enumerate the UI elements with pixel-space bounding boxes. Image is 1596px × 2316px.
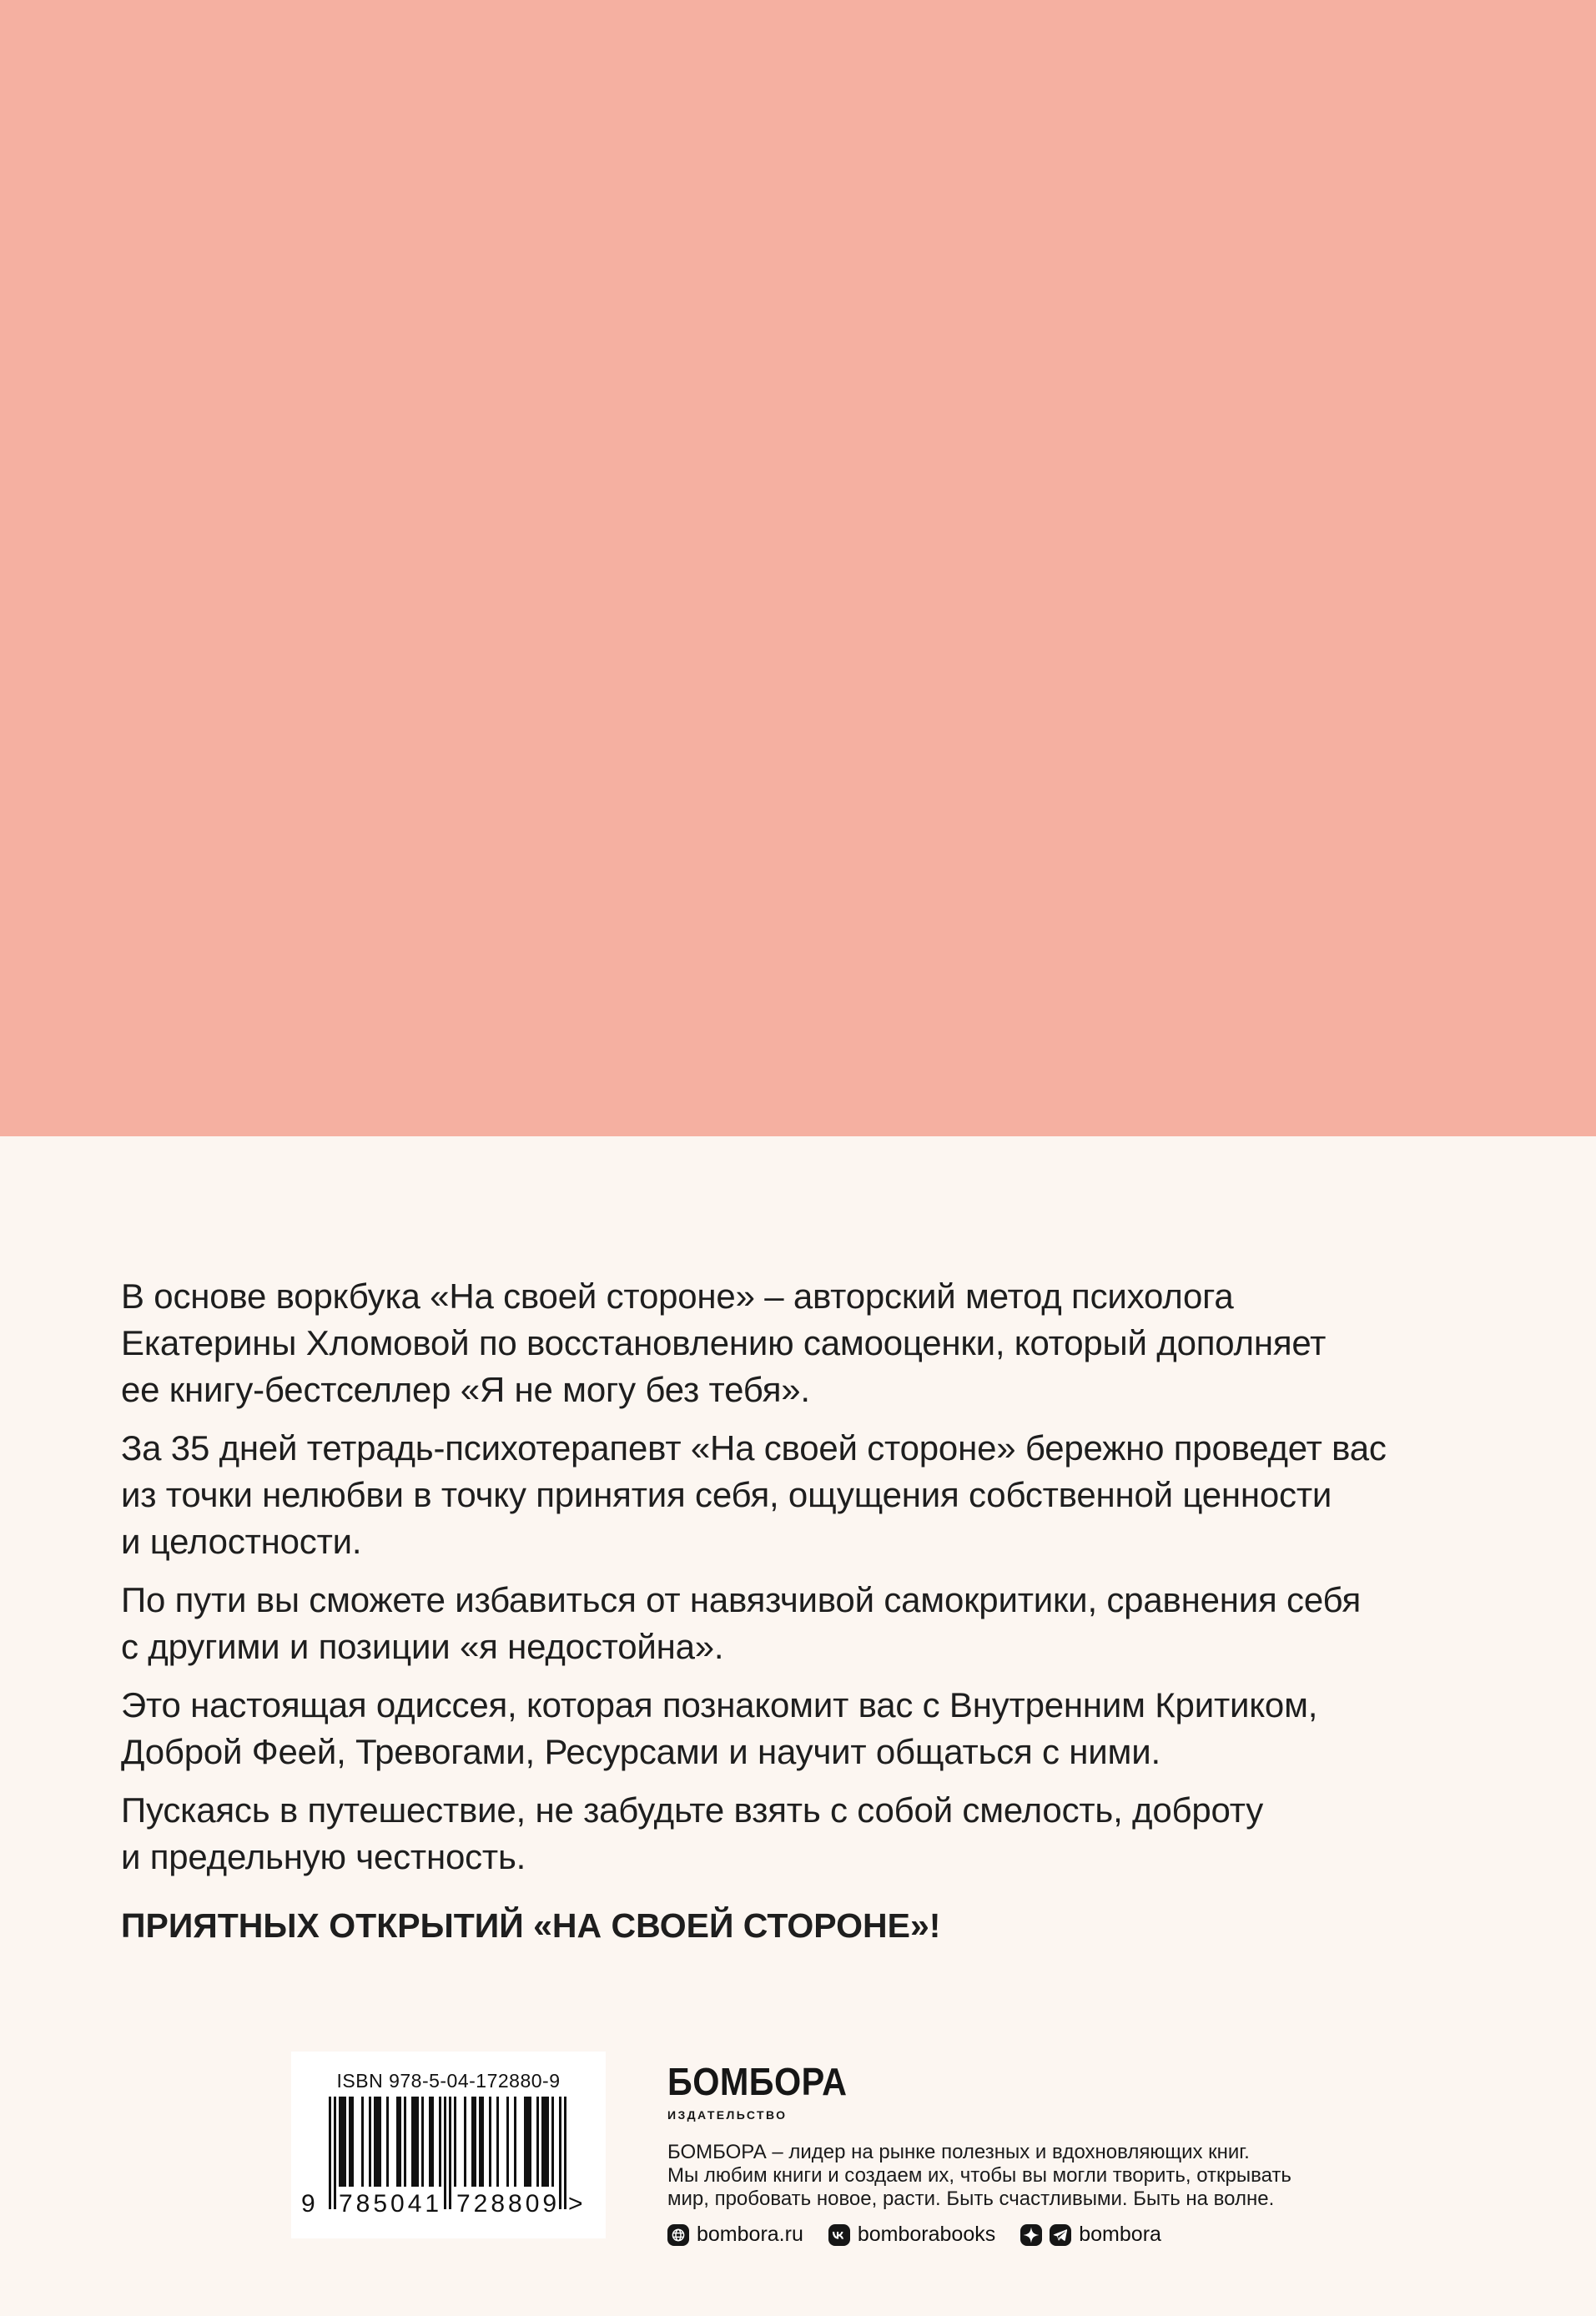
link-website <box>667 2223 803 2247</box>
publisher-links-row <box>667 2223 1318 2247</box>
barcode-digits <box>291 2052 606 2238</box>
annotation-paragraph: Это настоящая одиссея, которая познакомит вас с Внутренним Критиком, Доброй Феей, Тревогами, Ресурсами и научит общаться с ними. <box>121 1685 1318 1771</box>
publisher-description: БОМБОРА – лидер на рынке полезных и вдохновляющих книг. Мы любим книги и создаем их, чтобы вы могли творить, открывать мир, пробовать новое, расти. Быть счастливыми. Быть на волне. <box>667 2141 1291 2210</box>
link-vk <box>828 2223 995 2247</box>
cover-top-color-block <box>0 0 1596 1136</box>
telegram-icon <box>1050 2224 1071 2246</box>
link-website-label: bombora.ru <box>697 2223 803 2246</box>
link-vk-label: bomborabooks <box>857 2223 996 2246</box>
barcode-digit-group2: 728809 <box>456 2190 561 2218</box>
publisher-logo-subtitle: ИЗДАТЕЛЬСТВО <box>667 2108 788 2122</box>
link-social-label: bombora <box>1079 2223 1161 2246</box>
closing-slogan: ПРИЯТНЫХ ОТКРЫТИЙ «НА СВОЕЙ СТОРОНЕ»! <box>121 1906 941 1945</box>
publisher-logo: БОМБОРА <box>667 2060 848 2103</box>
annotation-text-block <box>121 1273 1506 1949</box>
vk-icon <box>828 2224 850 2246</box>
annotation-paragraph: Пускаясь в путешествие, не забудьте взять с собой смелость, доброту и предельную честность. <box>121 1790 1264 1876</box>
publisher-block <box>667 2062 1318 2247</box>
barcode-digit-first: 9 <box>301 2190 315 2218</box>
zen-icon <box>1020 2224 1042 2246</box>
barcode-digit-group1: 785041 <box>339 2190 443 2218</box>
annotation-paragraph: По пути вы сможете избавиться от навязчивой самокритики, сравнения себя с другими и позиции «я недостойна». <box>121 1580 1361 1666</box>
isbn-barcode-box <box>291 2052 606 2238</box>
annotation-paragraph: В основе воркбука «На своей стороне» – авторский метод психолога Екатерины Хломовой по восстановлению самооценки, который дополняет ее книгу-бестселлер «Я не могу без тебя». <box>121 1276 1327 1409</box>
annotation-paragraph: За 35 дней тетрадь-психотерапевт «На своей стороне» бережно проведет вас из точки нелюбви в точку принятия себя, ощущения собственной ценности и целостности. <box>121 1428 1387 1561</box>
globe-icon <box>667 2224 689 2246</box>
isbn-number: ISBN 978-5-04-172880-9 <box>336 2070 561 2092</box>
link-social <box>1020 2223 1161 2247</box>
barcode-quiet-zone-arrow: > <box>568 2190 583 2218</box>
